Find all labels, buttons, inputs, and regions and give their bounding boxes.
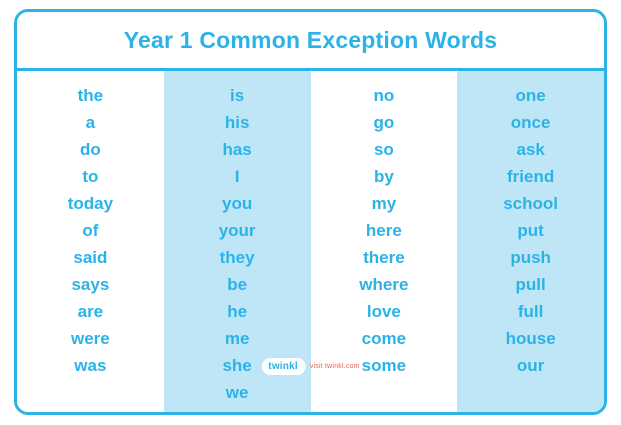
word-item: was bbox=[74, 356, 107, 375]
word-item: full bbox=[517, 302, 544, 321]
word-item: the bbox=[77, 86, 104, 105]
word-item: says bbox=[71, 275, 110, 294]
word-item: be bbox=[227, 275, 248, 294]
word-item: today bbox=[67, 194, 114, 213]
word-item: go bbox=[373, 113, 395, 132]
word-item: my bbox=[371, 194, 397, 213]
twinkl-logo: twinkl bbox=[261, 358, 306, 375]
word-item: where bbox=[359, 275, 409, 294]
word-item: said bbox=[73, 248, 108, 267]
word-item: his bbox=[224, 113, 250, 132]
word-column-3 bbox=[311, 71, 458, 412]
word-item: house bbox=[505, 329, 556, 348]
word-item: there bbox=[363, 248, 405, 267]
word-item: he bbox=[227, 302, 248, 321]
word-item: pull bbox=[515, 275, 546, 294]
word-item: were bbox=[71, 329, 110, 348]
word-item: me bbox=[224, 329, 250, 348]
poster-title-bar bbox=[17, 12, 604, 71]
word-item: she bbox=[222, 356, 252, 375]
word-item: is bbox=[230, 86, 245, 105]
word-item: push bbox=[510, 248, 551, 267]
word-item: do bbox=[79, 140, 101, 159]
word-item: some bbox=[361, 356, 407, 375]
word-item: ask bbox=[516, 140, 545, 159]
word-item: so bbox=[373, 140, 394, 159]
word-item: come bbox=[361, 329, 407, 348]
poster bbox=[14, 9, 607, 415]
word-item: are bbox=[77, 302, 104, 321]
word-column-2 bbox=[164, 71, 311, 412]
page-title: Year 1 Common Exception Words bbox=[123, 26, 498, 53]
word-item: a bbox=[85, 113, 96, 132]
word-item: I bbox=[234, 167, 240, 186]
word-item: you bbox=[222, 194, 253, 213]
word-item: by bbox=[373, 167, 394, 186]
word-item: they bbox=[219, 248, 255, 267]
word-column-4 bbox=[457, 71, 604, 412]
word-column-1 bbox=[17, 71, 164, 412]
word-item: one bbox=[515, 86, 546, 105]
word-item: of bbox=[82, 221, 99, 240]
word-item: put bbox=[517, 221, 544, 240]
word-item: here bbox=[365, 221, 402, 240]
word-item: your bbox=[218, 221, 256, 240]
word-item: our bbox=[516, 356, 545, 375]
word-item: love bbox=[366, 302, 401, 321]
word-item: friend bbox=[507, 167, 555, 186]
twinkl-url: visit twinkl.com bbox=[309, 363, 360, 370]
word-item: to bbox=[82, 167, 99, 186]
word-item: once bbox=[510, 113, 551, 132]
word-item: school bbox=[503, 194, 559, 213]
word-item: has bbox=[222, 140, 252, 159]
word-columns bbox=[17, 71, 604, 412]
word-item: we bbox=[225, 383, 249, 402]
word-item: no bbox=[373, 86, 395, 105]
